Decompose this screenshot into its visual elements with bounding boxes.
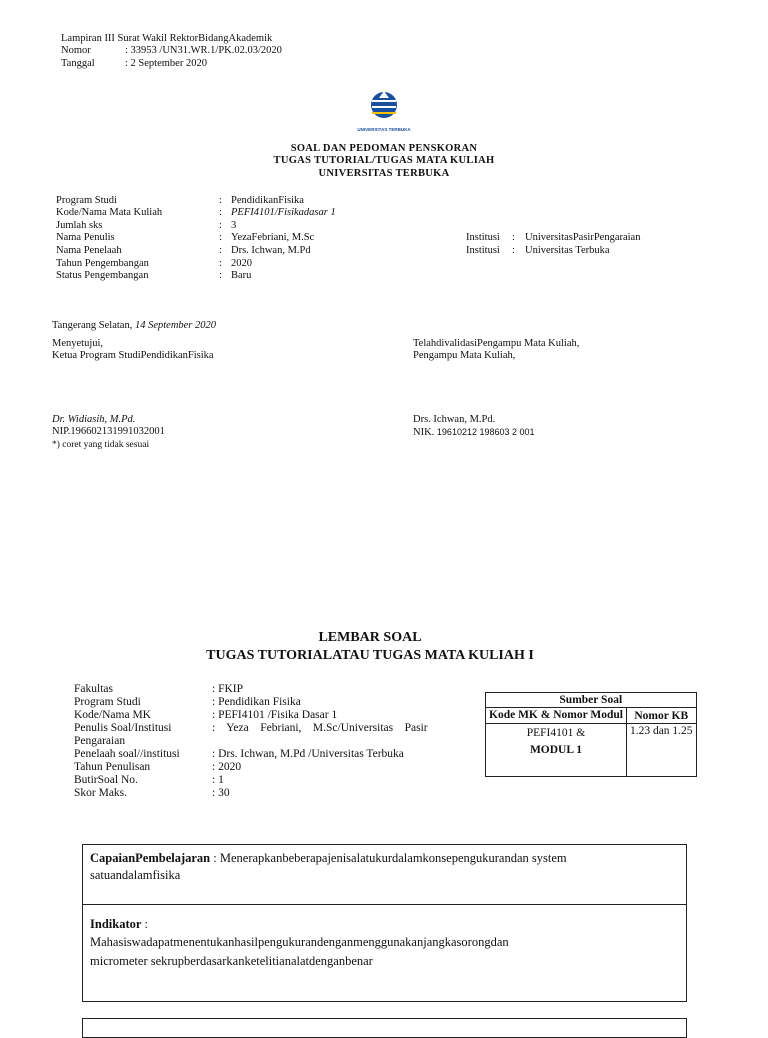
- info-value-tahun: 2020: [231, 258, 252, 269]
- institusi-value-penelaah: Universitas Terbuka: [525, 245, 610, 256]
- institusi-colon: :: [512, 232, 515, 243]
- nomor-label: Nomor: [61, 45, 91, 56]
- source-table-title: Sumber Soal: [486, 693, 697, 708]
- sheet-title-line1: LEMBAR SOAL: [318, 630, 422, 645]
- approval-right-line1: TelahdivalidasiPengampu Mata Kuliah,: [413, 338, 580, 349]
- institusi-label: Institusi: [466, 232, 500, 243]
- approval-right-line2: Pengampu Mata Kuliah,: [413, 350, 516, 361]
- footnote: *) coret yang tidak sesuai: [52, 440, 150, 450]
- indikator-line2: micrometer sekrupberdasarkanketelitianalatdenganbenar: [90, 954, 373, 968]
- sheet-value-program-studi: : Pendidikan Fisika: [212, 696, 301, 708]
- info-label-program-studi: Program Studi: [56, 195, 117, 206]
- approval-left-line2: Ketua Program StudiPendidikanFisika: [52, 350, 214, 361]
- signer-left-name: Dr. Widiasih, M.Pd.: [52, 414, 136, 425]
- university-logo: [369, 88, 399, 128]
- sheet-label-butir: ButirSoal No.: [74, 774, 138, 786]
- doc-title-line3: UNIVERSITAS TERBUKA: [318, 168, 450, 179]
- sheet-value-tahun: : 2020: [212, 761, 242, 773]
- info-label-tahun: Tahun Pengembangan: [56, 258, 149, 269]
- info-value-program-studi: PendidikanFisika: [231, 195, 304, 206]
- signer-left-nip: NIP.196602131991032001: [52, 426, 165, 437]
- info-colon: :: [219, 207, 222, 218]
- info-colon: :: [219, 195, 222, 206]
- source-col1-value-line1: PEFI4101 &: [526, 727, 586, 739]
- sheet-label-penulis: Penulis Soal/Institusi: [74, 722, 172, 734]
- capaian-text1: : Menerapkanbeberapajenisalatukurdalamkonsepengukurandan system: [210, 851, 567, 865]
- indikator-label: Indikator: [90, 917, 142, 931]
- logo-caption: UNIVERSITAS TERBUKA: [357, 127, 411, 132]
- info-label-kode-nama: Kode/Nama Mata Kuliah: [56, 207, 163, 218]
- attachment-line: Lampiran III Surat Wakil RektorBidangAkademik: [61, 33, 273, 44]
- sheet-value-penulis: : Yeza Febriani, M.Sc/Universitas Pasir: [212, 722, 428, 734]
- info-colon: :: [219, 258, 222, 269]
- info-value-penelaah: Drs. Ichwan, M.Pd: [231, 245, 311, 256]
- tanggal-value: : 2 September 2020: [125, 58, 207, 69]
- info-value-kode-nama: PEFI4101/Fisikadasar 1: [231, 207, 336, 218]
- sheet-value-penelaah: : Drs. Ichwan, M.Pd /Universitas Terbuka: [212, 748, 404, 760]
- nik-value: 19610212 198603 2 001: [436, 427, 535, 437]
- indikator-box: [82, 904, 687, 1002]
- capaian-label: CapaianPembelajaran: [90, 851, 211, 865]
- sheet-label-pengaraian: Pengaraian: [74, 735, 126, 747]
- sheet-value-kode-mk: : PEFI4101 /Fisika Dasar 1: [212, 709, 338, 721]
- indikator-colon: :: [141, 917, 149, 931]
- info-label-penulis: Nama Penulis: [56, 232, 115, 243]
- info-value-sks: 3: [231, 220, 237, 231]
- sheet-label-fakultas: Fakultas: [74, 683, 113, 695]
- tanggal-label: Tanggal: [61, 58, 95, 69]
- signer-right-nik: [413, 426, 535, 439]
- source-col1-value-line2: MODUL 1: [529, 744, 583, 756]
- source-table: [485, 692, 697, 777]
- institusi-value-penulis: UniversitasPasirPengaraian: [525, 232, 641, 243]
- info-label-status: Status Pengembangan: [56, 270, 149, 281]
- sheet-label-penelaah: Penelaah soal//institusi: [74, 748, 180, 760]
- university-logo-icon: [369, 88, 399, 128]
- sheet-label-skor: Skor Maks.: [74, 787, 128, 799]
- info-colon: :: [219, 232, 222, 243]
- doc-title-line1: SOAL DAN PEDOMAN PENSKORAN: [290, 143, 478, 154]
- info-colon: :: [219, 220, 222, 231]
- sheet-label-kode-mk: Kode/Nama MK: [74, 709, 151, 721]
- source-col2-header: Nomor KB: [626, 708, 696, 724]
- info-label-sks: Jumlah sks: [56, 220, 103, 231]
- sheet-value-butir: : 1: [212, 774, 224, 786]
- source-col2-value: 1.23 dan 1.25: [626, 724, 696, 777]
- date: 14 September 2020: [134, 320, 217, 331]
- doc-title-line2: TUGAS TUTORIAL/TUGAS MATA KULIAH: [273, 155, 495, 166]
- institusi-colon: :: [512, 245, 515, 256]
- approval-left-line1: Menyetujui,: [52, 338, 104, 349]
- info-colon: :: [219, 270, 222, 281]
- next-section-box: [82, 1018, 687, 1038]
- sheet-title-line2: TUGAS TUTORIALATAU TUGAS MATA KULIAH I: [206, 648, 534, 663]
- signer-right-name: Drs. Ichwan, M.Pd.: [413, 414, 496, 425]
- nik-label: NIK.: [413, 427, 435, 438]
- sheet-label-program-studi: Program Studi: [74, 696, 141, 708]
- sheet-label-tahun: Tahun Penulisan: [74, 761, 151, 773]
- place: Tangerang Selatan,: [52, 320, 133, 331]
- nomor-value: : 33953 /UN31.WR.1/PK.02.03/2020: [125, 45, 282, 56]
- source-col1-header: Kode MK & Nomor Modul: [486, 708, 627, 724]
- capaian-box: [82, 844, 687, 905]
- info-colon: :: [219, 245, 222, 256]
- capaian-line1: [90, 850, 567, 867]
- institusi-label: Institusi: [466, 245, 500, 256]
- indikator-line1: Mahasiswadapatmenentukanhasilpengukurandenganmenggunakanjangkasorongdan: [90, 935, 509, 949]
- capaian-line2: satuandalamfisika: [90, 868, 181, 882]
- indikator-heading: [90, 916, 148, 933]
- info-value-status: Baru: [231, 270, 252, 281]
- sheet-value-fakultas: : FKIP: [212, 683, 243, 695]
- source-col1-value: [486, 724, 627, 777]
- info-label-penelaah: Nama Penelaah: [56, 245, 122, 256]
- place-date: [52, 320, 216, 332]
- sheet-value-skor: : 30: [212, 787, 230, 799]
- info-value-penulis: YezaFebriani, M.Sc: [231, 232, 315, 243]
